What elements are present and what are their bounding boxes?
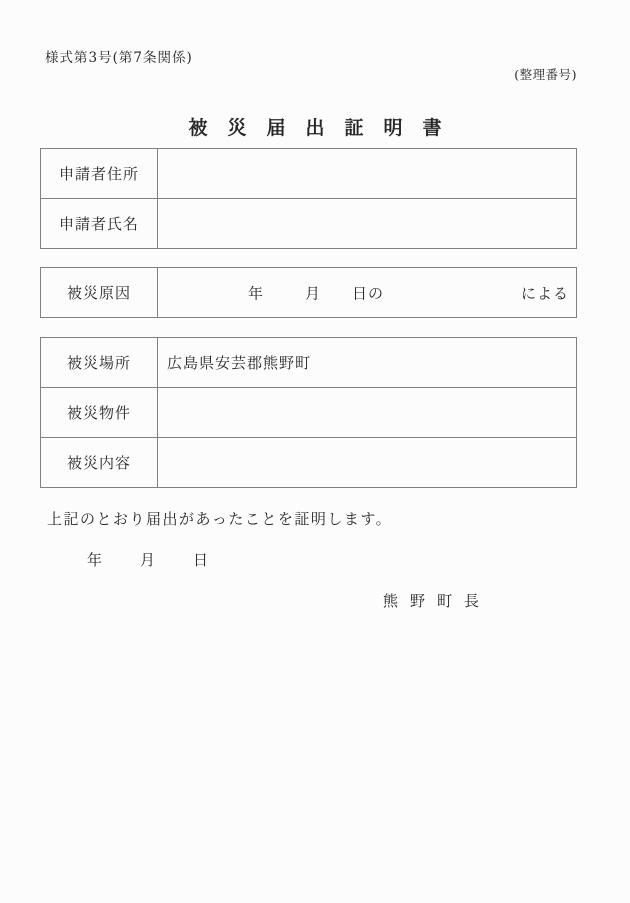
cause-day-label: 日の [352, 284, 385, 302]
table-row-disaster-details [41, 438, 576, 487]
applicant-address-label: 申請者住所 [41, 149, 158, 198]
cause-year-label: 年 [248, 284, 265, 302]
cause-month-label: 月 [305, 284, 322, 302]
disaster-details-label: 被災内容 [41, 438, 158, 487]
cause-suffix-label: による [520, 284, 569, 302]
table-row-disaster-location [41, 338, 576, 388]
mayor-signature: 熊野町長 [383, 592, 492, 610]
disaster-property-value [158, 388, 576, 437]
table-row-applicant-name [41, 199, 576, 248]
applicant-name-value [158, 199, 576, 248]
date-day-label: 日 [193, 551, 209, 569]
table-row-disaster-cause [41, 268, 576, 317]
disaster-location-label: 被災場所 [41, 338, 158, 387]
disaster-cause-value [158, 268, 576, 317]
certification-date-line [87, 549, 208, 570]
disaster-details-value [158, 438, 576, 487]
applicant-table [40, 148, 577, 249]
disaster-cause-table [40, 267, 577, 318]
form-number: 様式第3号(第7条関係) [45, 50, 193, 66]
disaster-location-value: 広島県安芸郡熊野町 [167, 354, 312, 372]
table-row-applicant-address [41, 149, 576, 199]
applicant-name-label: 申請者氏名 [41, 199, 158, 248]
document-title: 被災届出証明書 [188, 117, 462, 139]
disaster-property-label: 被災物件 [41, 388, 158, 437]
certification-statement: 上記のとおり届出があったことを証明します。 [47, 510, 393, 528]
disaster-cause-label: 被災原因 [41, 268, 158, 317]
date-year-label: 年 [87, 551, 103, 569]
reference-number-label: (整理番号) [514, 67, 577, 82]
applicant-address-value [158, 149, 576, 198]
table-row-disaster-property [41, 388, 576, 438]
date-month-label: 月 [140, 551, 156, 569]
damage-table [40, 337, 577, 488]
